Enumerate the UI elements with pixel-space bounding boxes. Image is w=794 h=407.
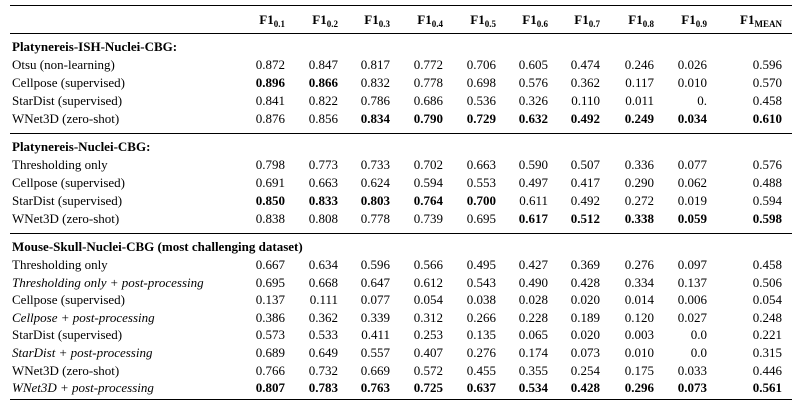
section-title-row (10, 139, 792, 154)
column-header (740, 12, 782, 27)
table-cell: 0.702 (413, 157, 443, 172)
table-cell: 0.698 (466, 75, 496, 90)
column-header-base: F1 (259, 12, 274, 27)
table-cell: 0.739 (413, 211, 443, 226)
table-cell: 0.010 (624, 345, 654, 360)
table-cell: 0.019 (677, 193, 707, 208)
table-cell: 0.566 (413, 257, 443, 272)
column-header (628, 12, 654, 27)
table-cell: 0.695 (255, 275, 285, 290)
column-header-subscript: 0.7 (588, 19, 600, 29)
table-cell: 0.458 (752, 257, 782, 272)
table-cell: 0.663 (308, 175, 338, 190)
table-cell: 0.065 (518, 327, 548, 342)
table-cell: 0.896 (255, 75, 285, 90)
table-cell: 0.590 (518, 157, 548, 172)
method-label: Cellpose (supervised) (12, 292, 126, 307)
table-cell: 0.624 (360, 175, 390, 190)
table-cell: 0.059 (677, 211, 707, 226)
table-cell: 0. (697, 93, 707, 108)
table-cell: 0.407 (413, 345, 443, 360)
table-cell: 0.077 (360, 292, 390, 307)
table-cell: 0.137 (677, 275, 707, 290)
column-header-base: F1 (312, 12, 327, 27)
table-cell: 0.598 (752, 211, 782, 226)
column-header-base: F1 (740, 12, 755, 27)
table-cell: 0.573 (255, 327, 285, 342)
table-cell: 0.497 (518, 175, 548, 190)
top-rule (10, 5, 792, 6)
table-row (10, 111, 792, 126)
table-cell: 0.054 (752, 292, 782, 307)
table-cell: 0.266 (466, 310, 496, 325)
column-header-subscript: 0.5 (484, 19, 496, 29)
table-cell: 0.027 (677, 310, 707, 325)
table-row (10, 275, 792, 290)
method-label: StarDist (supervised) (12, 193, 123, 208)
table-cell: 0.276 (624, 257, 654, 272)
table-cell: 0.686 (413, 93, 443, 108)
table-cell: 0.428 (570, 380, 600, 395)
table-cell: 0.054 (413, 292, 443, 307)
table-cell: 0.732 (308, 363, 338, 378)
table-cell: 0.733 (360, 157, 390, 172)
method-label: Thresholding only + post-processing (12, 275, 204, 290)
column-header (364, 12, 390, 27)
table-cell: 0.561 (752, 380, 782, 395)
table-cell: 0.570 (752, 75, 782, 90)
table-cell: 0.649 (308, 345, 338, 360)
table-cell: 0.253 (413, 327, 443, 342)
column-header (259, 12, 285, 27)
table-cell: 0.778 (413, 75, 443, 90)
table-cell: 0.778 (360, 211, 390, 226)
table-row (10, 380, 792, 395)
table-cell: 0.596 (752, 57, 782, 72)
table-cell: 0.832 (360, 75, 390, 90)
table-cell: 0.596 (360, 257, 390, 272)
table-cell: 0.028 (518, 292, 548, 307)
table-cell: 0.446 (752, 363, 782, 378)
table-row (10, 157, 792, 172)
table-cell: 0.120 (624, 310, 654, 325)
table-cell: 0.803 (360, 193, 390, 208)
table-cell: 0.553 (466, 175, 496, 190)
table-cell: 0.034 (677, 111, 707, 126)
table-cell: 0.783 (308, 380, 338, 395)
table-cell: 0.411 (361, 327, 390, 342)
table-cell: 0.033 (677, 363, 707, 378)
table-row (10, 292, 792, 307)
table-cell: 0.135 (466, 327, 496, 342)
table-cell: 0.834 (360, 111, 390, 126)
table-cell: 0.336 (624, 157, 654, 172)
section-title: Platynereis-Nuclei-CBG: (12, 139, 151, 154)
table-cell: 0.495 (466, 257, 496, 272)
table-cell: 0.492 (570, 193, 600, 208)
table-cell: 0.427 (518, 257, 548, 272)
table-cell: 0.632 (518, 111, 548, 126)
table-cell: 0.576 (518, 75, 548, 90)
table-cell: 0.763 (360, 380, 390, 395)
table-cell: 0.634 (308, 257, 338, 272)
table-cell: 0.014 (624, 292, 654, 307)
table-cell: 0.355 (518, 363, 548, 378)
table-cell: 0.833 (308, 193, 338, 208)
column-header (574, 12, 600, 27)
table-cell: 0.610 (752, 111, 782, 126)
bottom-rule (10, 399, 792, 400)
column-header-base: F1 (574, 12, 589, 27)
table-cell: 0.455 (466, 363, 496, 378)
method-label: Cellpose + post-processing (12, 310, 155, 325)
table-cell: 0.817 (360, 57, 390, 72)
table-cell: 0.612 (413, 275, 443, 290)
table-cell: 0.822 (308, 93, 338, 108)
table-cell: 0.175 (624, 363, 654, 378)
table-cell: 0.764 (413, 193, 443, 208)
table-row (10, 310, 792, 325)
table-cell: 0.695 (466, 211, 496, 226)
table-cell: 0.876 (255, 111, 285, 126)
table-cell: 0.534 (518, 380, 548, 395)
table-cell: 0.637 (466, 380, 496, 395)
table-cell: 0.536 (466, 93, 496, 108)
table-row (10, 193, 792, 208)
table-cell: 0.174 (518, 345, 548, 360)
table-cell: 0.026 (677, 57, 707, 72)
method-label: Thresholding only (12, 257, 108, 272)
table-cell: 0.458 (752, 93, 782, 108)
section-title: Mouse-Skull-Nuclei-CBG (most challenging dataset) (12, 239, 303, 254)
table-cell: 0.490 (518, 275, 548, 290)
method-label: WNet3D (zero-shot) (12, 211, 120, 226)
table-cell: 0.362 (570, 75, 600, 90)
table-cell: 0.339 (360, 310, 390, 325)
table-cell: 0.0 (690, 345, 707, 360)
table-cell: 0.594 (413, 175, 443, 190)
table-row (10, 211, 792, 226)
table-cell: 0.038 (466, 292, 496, 307)
column-header-base: F1 (522, 12, 537, 27)
method-label: StarDist (supervised) (12, 93, 123, 108)
column-header-base: F1 (681, 12, 696, 27)
table-cell: 0.246 (624, 57, 654, 72)
section-title-row (10, 239, 792, 254)
table-row (10, 175, 792, 190)
table-cell: 0.667 (255, 257, 285, 272)
table-cell: 0.326 (518, 93, 548, 108)
column-header-base: F1 (628, 12, 643, 27)
table-cell: 0.790 (413, 111, 443, 126)
section-title-row (10, 39, 792, 54)
table-cell: 0.668 (308, 275, 338, 290)
table-row (10, 57, 792, 72)
table-cell: 0.689 (255, 345, 285, 360)
table-cell: 0.189 (570, 310, 600, 325)
table-cell: 0.249 (624, 111, 654, 126)
table-cell: 0.700 (466, 193, 496, 208)
table-cell: 0.492 (570, 111, 600, 126)
table-cell: 0.276 (466, 345, 496, 360)
table-cell: 0.706 (466, 57, 496, 72)
table-cell: 0.512 (570, 211, 600, 226)
method-label: WNet3D + post-processing (12, 380, 154, 395)
section-title: Platynereis-ISH-Nuclei-CBG: (12, 39, 178, 54)
table-cell: 0.872 (255, 57, 285, 72)
table-cell: 0.338 (624, 211, 654, 226)
table-cell: 0.506 (752, 275, 782, 290)
table-cell: 0.663 (466, 157, 496, 172)
table-row (10, 345, 792, 360)
table-cell: 0.062 (677, 175, 707, 190)
table-cell: 0.647 (360, 275, 390, 290)
column-header (312, 12, 338, 27)
table-cell: 0.369 (570, 257, 600, 272)
table-cell: 0.807 (255, 380, 285, 395)
table-cell: 0.786 (360, 93, 390, 108)
column-header (522, 12, 548, 27)
method-label: StarDist (supervised) (12, 327, 123, 342)
table-cell: 0.020 (570, 292, 600, 307)
table-cell: 0.334 (624, 275, 654, 290)
table-cell: 0.772 (413, 57, 443, 72)
method-label: Thresholding only (12, 157, 108, 172)
table-row (10, 327, 792, 342)
column-header-subscript: 0.4 (431, 19, 443, 29)
table-cell: 0.386 (255, 310, 285, 325)
column-header-subscript: 0.2 (326, 19, 338, 29)
table-cell: 0.362 (308, 310, 338, 325)
column-header-base: F1 (364, 12, 379, 27)
table-row (10, 75, 792, 90)
table-cell: 0.020 (570, 327, 600, 342)
table-cell: 0.0 (690, 327, 707, 342)
table-cell: 0.594 (752, 193, 782, 208)
header-rule (10, 33, 792, 34)
column-header-subscript: 0.8 (642, 19, 654, 29)
section-rule (10, 133, 792, 134)
table-cell: 0.533 (308, 327, 338, 342)
table-cell: 0.296 (624, 380, 654, 395)
table-row (10, 93, 792, 108)
method-label: WNet3D (zero-shot) (12, 111, 120, 126)
table-cell: 0.507 (570, 157, 600, 172)
column-header (470, 12, 496, 27)
table-cell: 0.006 (677, 292, 707, 307)
table-cell: 0.417 (570, 175, 600, 190)
table-cell: 0.117 (625, 75, 654, 90)
section-rule (10, 233, 792, 234)
method-label: Cellpose (supervised) (12, 75, 126, 90)
table-cell: 0.110 (571, 93, 600, 108)
table-cell: 0.073 (677, 380, 707, 395)
table-cell: 0.010 (677, 75, 707, 90)
column-header-base: F1 (470, 12, 485, 27)
table-cell: 0.617 (518, 211, 548, 226)
column-header-subscript: 0.1 (273, 19, 285, 29)
table-cell: 0.254 (570, 363, 600, 378)
table-cell: 0.866 (308, 75, 338, 90)
table-cell: 0.557 (360, 345, 390, 360)
table-cell: 0.611 (519, 193, 548, 208)
table-cell: 0.669 (360, 363, 390, 378)
table-cell: 0.841 (255, 93, 285, 108)
table-cell: 0.111 (309, 292, 338, 307)
table-cell: 0.097 (677, 257, 707, 272)
column-header (681, 12, 707, 27)
table-cell: 0.272 (624, 193, 654, 208)
table-cell: 0.729 (466, 111, 496, 126)
table-cell: 0.576 (752, 157, 782, 172)
table-cell: 0.543 (466, 275, 496, 290)
table-cell: 0.838 (255, 211, 285, 226)
table-row (10, 257, 792, 272)
table-cell: 0.808 (308, 211, 338, 226)
table-cell: 0.691 (255, 175, 285, 190)
table-cell: 0.248 (752, 310, 782, 325)
table-cell: 0.315 (752, 345, 782, 360)
table-cell: 0.850 (255, 193, 285, 208)
table-cell: 0.773 (308, 157, 338, 172)
table-cell: 0.228 (518, 310, 548, 325)
column-header-subscript: 0.3 (378, 19, 390, 29)
table-cell: 0.856 (308, 111, 338, 126)
column-header-subscript: 0.9 (695, 19, 707, 29)
table-cell: 0.221 (752, 327, 782, 342)
table-cell: 0.011 (625, 93, 654, 108)
table-cell: 0.847 (308, 57, 338, 72)
table-cell: 0.725 (413, 380, 443, 395)
table-cell: 0.312 (413, 310, 443, 325)
table-cell: 0.766 (255, 363, 285, 378)
table-cell: 0.073 (570, 345, 600, 360)
column-header-base: F1 (417, 12, 432, 27)
table-cell: 0.572 (413, 363, 443, 378)
column-header-subscript: MEAN (754, 19, 782, 29)
table-cell: 0.077 (677, 157, 707, 172)
column-header-subscript: 0.6 (536, 19, 548, 29)
table-row (10, 363, 792, 378)
table-cell: 0.003 (624, 327, 654, 342)
method-label: Otsu (non-learning) (12, 57, 115, 72)
table-cell: 0.428 (570, 275, 600, 290)
table-cell: 0.605 (518, 57, 548, 72)
method-label: WNet3D (zero-shot) (12, 363, 120, 378)
table-cell: 0.798 (255, 157, 285, 172)
table-cell: 0.290 (624, 175, 654, 190)
method-label: Cellpose (supervised) (12, 175, 126, 190)
header-row (10, 12, 792, 27)
method-label: StarDist + post-processing (12, 345, 153, 360)
column-header (417, 12, 443, 27)
table-cell: 0.474 (570, 57, 600, 72)
table-cell: 0.137 (255, 292, 285, 307)
table-cell: 0.488 (752, 175, 782, 190)
